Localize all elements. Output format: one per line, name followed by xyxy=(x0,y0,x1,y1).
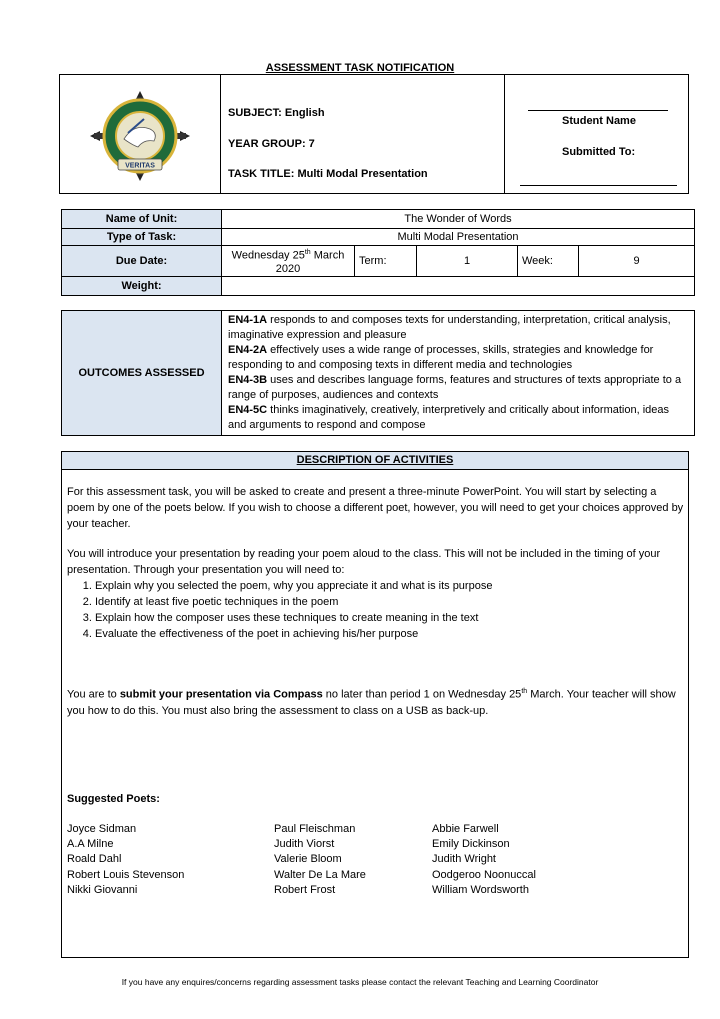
task-type-value: Multi Modal Presentation xyxy=(222,229,695,246)
outcome-item: EN4-1A responds to and composes texts for understanding, interpretation, critical analysis, imaginative expression and pleasure xyxy=(228,314,671,341)
week-value: 9 xyxy=(579,246,695,277)
week-label: Week: xyxy=(518,246,579,277)
poets-column-1 xyxy=(67,822,184,898)
footer-note: If you have any enquires/concerns regarding assessment tasks please contact the relevant Teaching and Learning Coordinator xyxy=(121,977,599,987)
weight-value xyxy=(222,276,695,295)
svg-text:VERITAS: VERITAS xyxy=(125,162,155,170)
list-item: Valerie Bloom xyxy=(274,853,342,866)
list-item: Robert Louis Stevenson xyxy=(67,868,185,881)
due-date-value: Wednesday 25th March 2020 xyxy=(222,246,355,277)
list-item: A.A Milne xyxy=(67,838,114,851)
student-name-label: Student Name xyxy=(562,115,636,127)
header-box xyxy=(59,74,689,194)
outcome-item: EN4-2A effectively uses a wide range of processes, skills, strategies and knowledge for responding to and composing texts in different media and technologies xyxy=(228,344,654,371)
list-item: 4. Evaluate the effectiveness of the poet in achieving his/her purpose xyxy=(95,626,685,642)
outcome-item: EN4-5C thinks imaginatively, creatively, interpretively and critically about information, ideas and arguments to respond and compose xyxy=(228,404,670,431)
list-item: Robert Frost xyxy=(274,883,336,896)
poets-heading: Suggested Poets: xyxy=(67,793,160,805)
list-item: 3. Explain how the composer uses these techniques to create meaning in the text xyxy=(95,610,685,626)
page-title: ASSESSMENT TASK NOTIFICATION xyxy=(265,62,455,74)
description-heading: DESCRIPTION OF ACTIVITIES xyxy=(62,452,688,470)
list-item: Paul Fleischman xyxy=(274,823,356,835)
outcomes-label: OUTCOMES ASSESSED xyxy=(62,311,222,436)
list-item: Oodgeroo Noonuccal xyxy=(432,868,536,881)
list-item: Judith Wright xyxy=(432,853,496,866)
steps-list xyxy=(67,578,685,642)
unit-name-label: Name of Unit: xyxy=(62,210,222,229)
list-item: Nikki Giovanni xyxy=(67,883,138,896)
poets-column-2 xyxy=(274,822,366,898)
outcome-item: EN4-3B uses and describes language forms, features and structures of texts appropriate to a range of purposes, audiences and contexts xyxy=(228,374,682,401)
due-date-label: Due Date: xyxy=(62,246,222,277)
submitted-to-underline xyxy=(520,185,677,186)
submission-instructions: You are to submit your presentation via Compass no later than period 1 on Wednesday 25th March. Your teacher will show you how to do this. You must also bring the assessment to class on a USB as back-up. xyxy=(67,688,676,717)
list-item: William Wordsworth xyxy=(432,883,529,896)
outcomes-list xyxy=(222,311,695,436)
list-item: Judith Viorst xyxy=(274,838,335,851)
weight-label: Weight: xyxy=(62,276,222,295)
poets-column-3 xyxy=(432,822,536,898)
year-group-line: YEAR GROUP: 7 xyxy=(228,138,315,150)
term-label: Term: xyxy=(355,246,417,277)
list-item: Roald Dahl xyxy=(67,853,122,866)
submitted-to-label: Submitted To: xyxy=(562,146,636,158)
list-item: 2. Identify at least five poetic techniques in the poem xyxy=(95,594,685,610)
list-item: Joyce Sidman xyxy=(67,823,137,835)
student-name-underline xyxy=(528,110,668,111)
unit-name-value: The Wonder of Words xyxy=(222,210,695,229)
outcomes-table xyxy=(61,310,695,436)
task-type-label: Type of Task: xyxy=(62,229,222,246)
list-item: Walter De La Mare xyxy=(274,868,366,881)
unit-details-table xyxy=(61,209,695,296)
task-title-line: TASK TITLE: Multi Modal Presentation xyxy=(228,168,428,180)
description-box xyxy=(61,451,689,958)
description-para-1: For this assessment task, you will be asked to create and present a three-minute PowerPoint. You will start by selecting a poem by one of the poets below. If you wish to choose a different poet, however, you will need to get your choices approved by your teacher. xyxy=(67,486,684,530)
list-item: Abbie Farwell xyxy=(432,823,499,835)
description-para-2: You will introduce your presentation by reading your poem aloud to the class. This will not be included in the timing of your presentation. Through your presentation you will need to: 1. Explain why you selected the poem, why you appreciate it and what is its purpose 2. Identify at least five poetic techniques in the poem 3. Explain how the composer uses these techniques to create meaning in the text 4. Evaluate the effectiveness of the poet in achieving his/her purpose xyxy=(67,546,685,642)
subject-line: SUBJECT: English xyxy=(228,107,325,119)
list-item: 1. Explain why you selected the poem, why you appreciate it and what is its purpose xyxy=(95,578,685,594)
term-value: 1 xyxy=(417,246,518,277)
school-crest-logo xyxy=(88,89,192,183)
list-item: Emily Dickinson xyxy=(432,838,510,851)
